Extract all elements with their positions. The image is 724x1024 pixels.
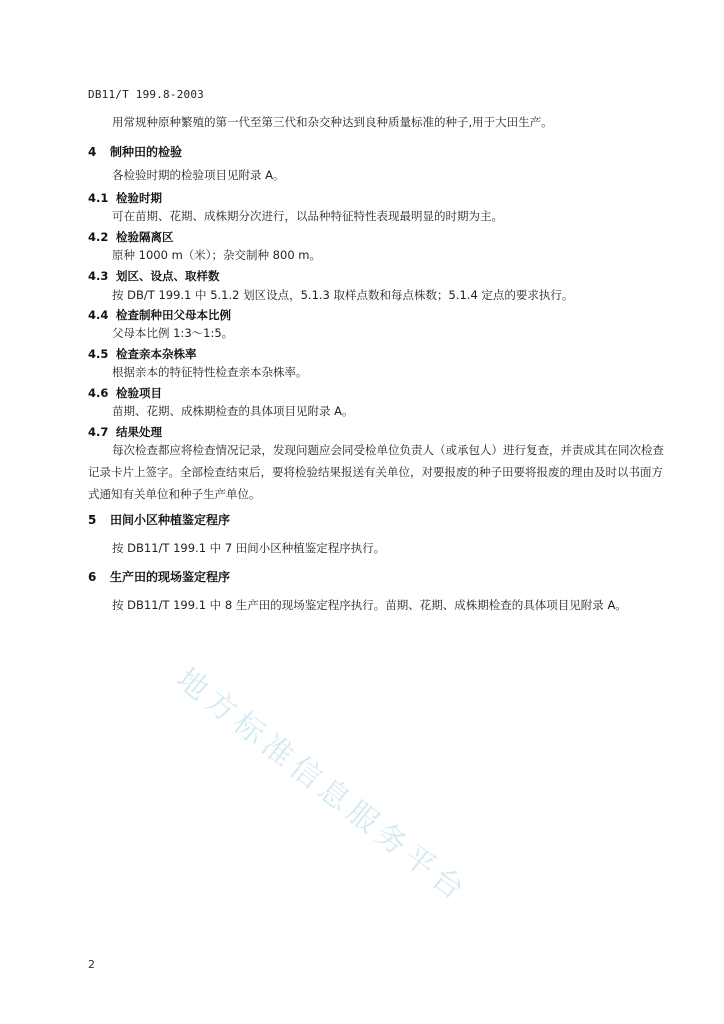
subsection-number: 4.6 [88, 386, 109, 400]
subsection-4-5-body: 根据亲本的特征特性检查亲本杂株率。 [112, 365, 308, 379]
subsection-4-3-heading [88, 268, 220, 284]
subsection-4-2-body: 原种 1000 m（米）；杂交制种 800 m。 [112, 248, 321, 262]
subsection-4-2-heading [88, 229, 174, 245]
section-6-heading [88, 568, 230, 585]
section-number: 4 [88, 145, 97, 159]
subsection-title: 检验隔离区 [116, 230, 174, 244]
subsection-4-4-heading [88, 307, 231, 323]
subsection-4-6-heading [88, 385, 162, 401]
subsection-title: 检验时期 [116, 191, 162, 205]
subsection-number: 4.1 [88, 191, 109, 205]
section-number: 6 [88, 570, 97, 584]
subsection-4-1-body: 可在苗期、花期、成株期分次进行，以品种特征特性表现最明显的时期为主。 [112, 209, 503, 223]
subsection-number: 4.7 [88, 425, 109, 439]
subsection-title: 划区、设点、取样数 [116, 269, 220, 283]
subsection-title: 检验项目 [116, 386, 162, 400]
subsection-4-4-body: 父母本比例 1:3～1:5。 [112, 326, 234, 340]
document-code: DB11/T 199.8-2003 [88, 88, 204, 101]
subsection-4-1-heading [88, 190, 162, 206]
section-4-body: 各检验时期的检验项目见附录 A。 [112, 168, 285, 182]
section-title: 田间小区种植鉴定程序 [110, 513, 231, 527]
subsection-number: 4.3 [88, 269, 109, 283]
subsection-4-7-heading [88, 424, 162, 440]
subsection-title: 检查亲本杂株率 [116, 347, 197, 361]
subsection-4-5-heading [88, 346, 197, 362]
subsection-title: 结果处理 [116, 425, 162, 439]
section-5-heading [88, 511, 230, 528]
subsection-title: 检查制种田父母本比例 [116, 308, 231, 322]
section-number: 5 [88, 513, 97, 527]
intro-paragraph: 用常规种原种繁殖的第一代至第三代和杂交种达到良种质量标准的种子,用于大田生产。 [112, 115, 553, 129]
subsection-number: 4.2 [88, 230, 109, 244]
subsection-4-7-body [88, 439, 674, 505]
result-handling-text: 每次检查都应将检查情况记录，发现问题应会同受检单位负责人（或承包人）进行复查，并责成其在同次检查记录卡片上签字。全部检查结束后，要将检验结果报送有关单位，对要报废的种子田要将报废的理由及时以书面方式通知有关单位和种子生产单位。 [88, 443, 664, 501]
page-number: 2 [88, 958, 95, 971]
subsection-number: 4.4 [88, 308, 109, 322]
subsection-4-3-body: 按 DB/T 199.1 中 5.1.2 划区设点，5.1.3 取样点数和每点株数；5.1.4 定点的要求执行。 [112, 288, 574, 302]
section-title: 制种田的检验 [110, 145, 183, 159]
subsection-number: 4.5 [88, 347, 109, 361]
section-title: 生产田的现场鉴定程序 [110, 570, 231, 584]
section-4-heading [88, 143, 182, 160]
section-6-body: 按 DB11/T 199.1 中 8 生产田的现场鉴定程序执行。苗期、花期、成株期检查的具体项目见附录 A。 [112, 598, 627, 612]
watermark: 地方标准信息服务平台 [169, 661, 475, 911]
section-5-body: 按 DB11/T 199.1 中 7 田间小区种植鉴定程序执行。 [112, 541, 386, 555]
subsection-4-6-body: 苗期、花期、成株期检查的具体项目见附录 A。 [112, 404, 354, 418]
